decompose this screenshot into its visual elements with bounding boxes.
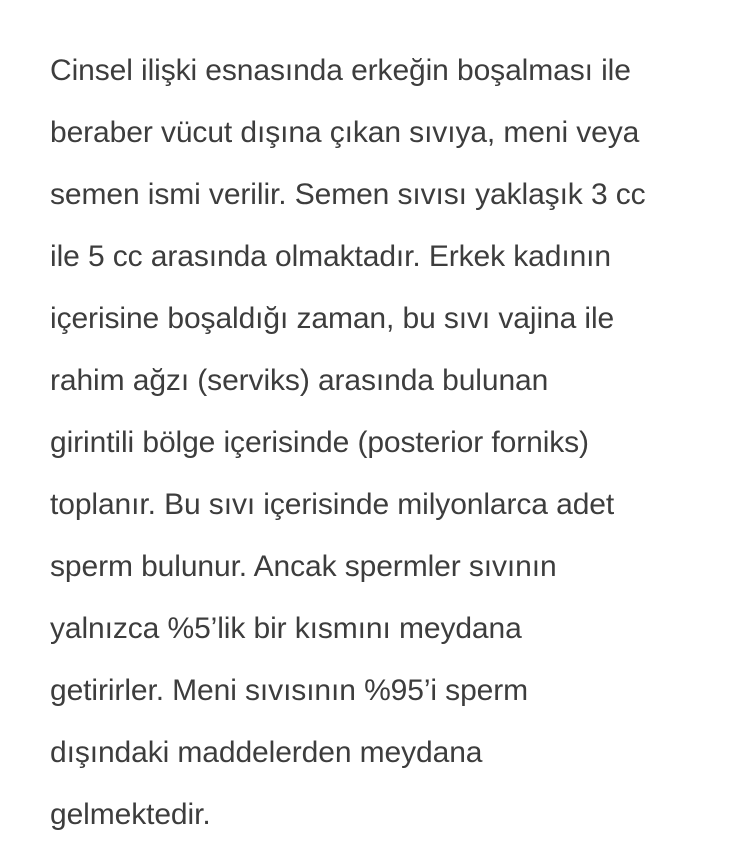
paragraph-line: rahim ağzı (serviks) arasında bulunan (50, 364, 549, 397)
paragraph-line: semen ismi verilir. Semen sıvısı yaklaşık 3 cc (50, 178, 646, 211)
paragraph-line: getirirler. Meni sıvısının %95’i sperm (50, 674, 529, 707)
paragraph-line: girintili bölge içerisinde (posterior forniks) (50, 426, 589, 459)
paragraph-line: Cinsel ilişki esnasında erkeğin boşalması ile (50, 54, 631, 87)
paragraph-line: ile 5 cc arasında olmaktadır. Erkek kadının (50, 240, 611, 273)
paragraph-line: beraber vücut dışına çıkan sıvıya, meni veya (50, 116, 640, 149)
paragraph-line: gelmektedir. (50, 798, 211, 831)
paragraph-line: içerisine boşaldığı zaman, bu sıvı vajina ile (50, 302, 615, 335)
paragraph-line: toplanır. Bu sıvı içerisinde milyonlarca adet (50, 488, 615, 521)
paragraph-line: yalnızca %5’lik bir kısmını meydana (50, 612, 522, 645)
article-paragraph (50, 40, 730, 846)
paragraph-line: dışındaki maddelerden meydana (50, 736, 483, 769)
paragraph-line: sperm bulunur. Ancak spermler sıvının (50, 550, 557, 583)
